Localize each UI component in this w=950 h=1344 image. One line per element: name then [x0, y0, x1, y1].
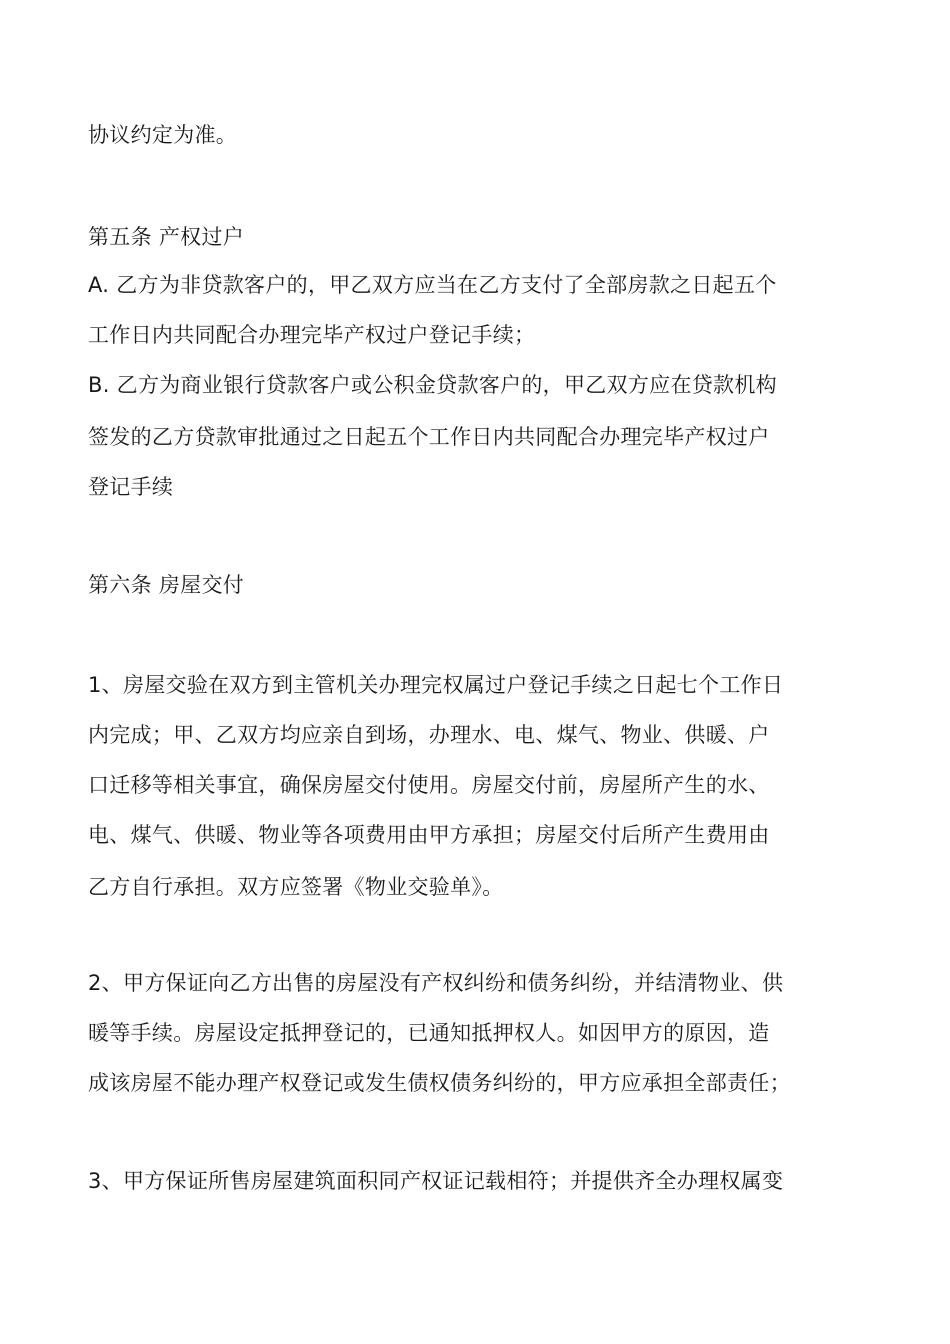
paragraph-line: 电、煤气、供暖、物业等各项费用由甲方承担；房屋交付后所产生费用由: [88, 823, 770, 847]
paragraph-line: 乙方自行承担。双方应签署《物业交验单》。: [88, 875, 504, 899]
paragraph-line: 2、甲方保证向乙方出售的房屋没有产权纠纷和债务纠纷，并结清物业、供: [88, 971, 784, 995]
paragraph-line: 签发的乙方贷款审批通过之日起五个工作日内共同配合办理完毕产权过户: [88, 425, 770, 449]
paragraph-line: 协议约定为准。: [88, 123, 238, 147]
paragraph-line: 暖等手续。房屋设定抵押登记的，已通知抵押权人。如因甲方的原因，造: [88, 1021, 770, 1045]
paragraph-line: B. 乙方为商业银行贷款客户或公积金贷款客户的，甲乙双方应在贷款机构: [88, 373, 777, 397]
paragraph-line: 内完成；甲、乙双方均应亲自到场，办理水、电、煤气、物业、供暖、户: [88, 723, 770, 747]
section-heading-article-5: 第五条 产权过户: [88, 225, 245, 249]
paragraph-line: A. 乙方为非贷款客户的，甲乙双方应当在乙方支付了全部房款之日起五个: [88, 273, 777, 297]
paragraph-line: 1、房屋交验在双方到主管机关办理完权属过户登记手续之日起七个工作日: [88, 673, 784, 697]
paragraph-line: 3、甲方保证所售房屋建筑面积同产权证记载相符；并提供齐全办理权属变: [88, 1169, 784, 1193]
paragraph-line: 登记手续: [88, 475, 174, 499]
section-heading-article-6: 第六条 房屋交付: [88, 573, 245, 597]
paragraph-line: 成该房屋不能办理产权登记或发生债权债务纠纷的，甲方应承担全部责任；: [88, 1071, 791, 1095]
paragraph-line: 口迁移等相关事宜，确保房屋交付使用。房屋交付前，房屋所产生的水、: [88, 773, 770, 797]
paragraph-line: 工作日内共同配合办理完毕产权过户登记手续；: [88, 323, 536, 347]
